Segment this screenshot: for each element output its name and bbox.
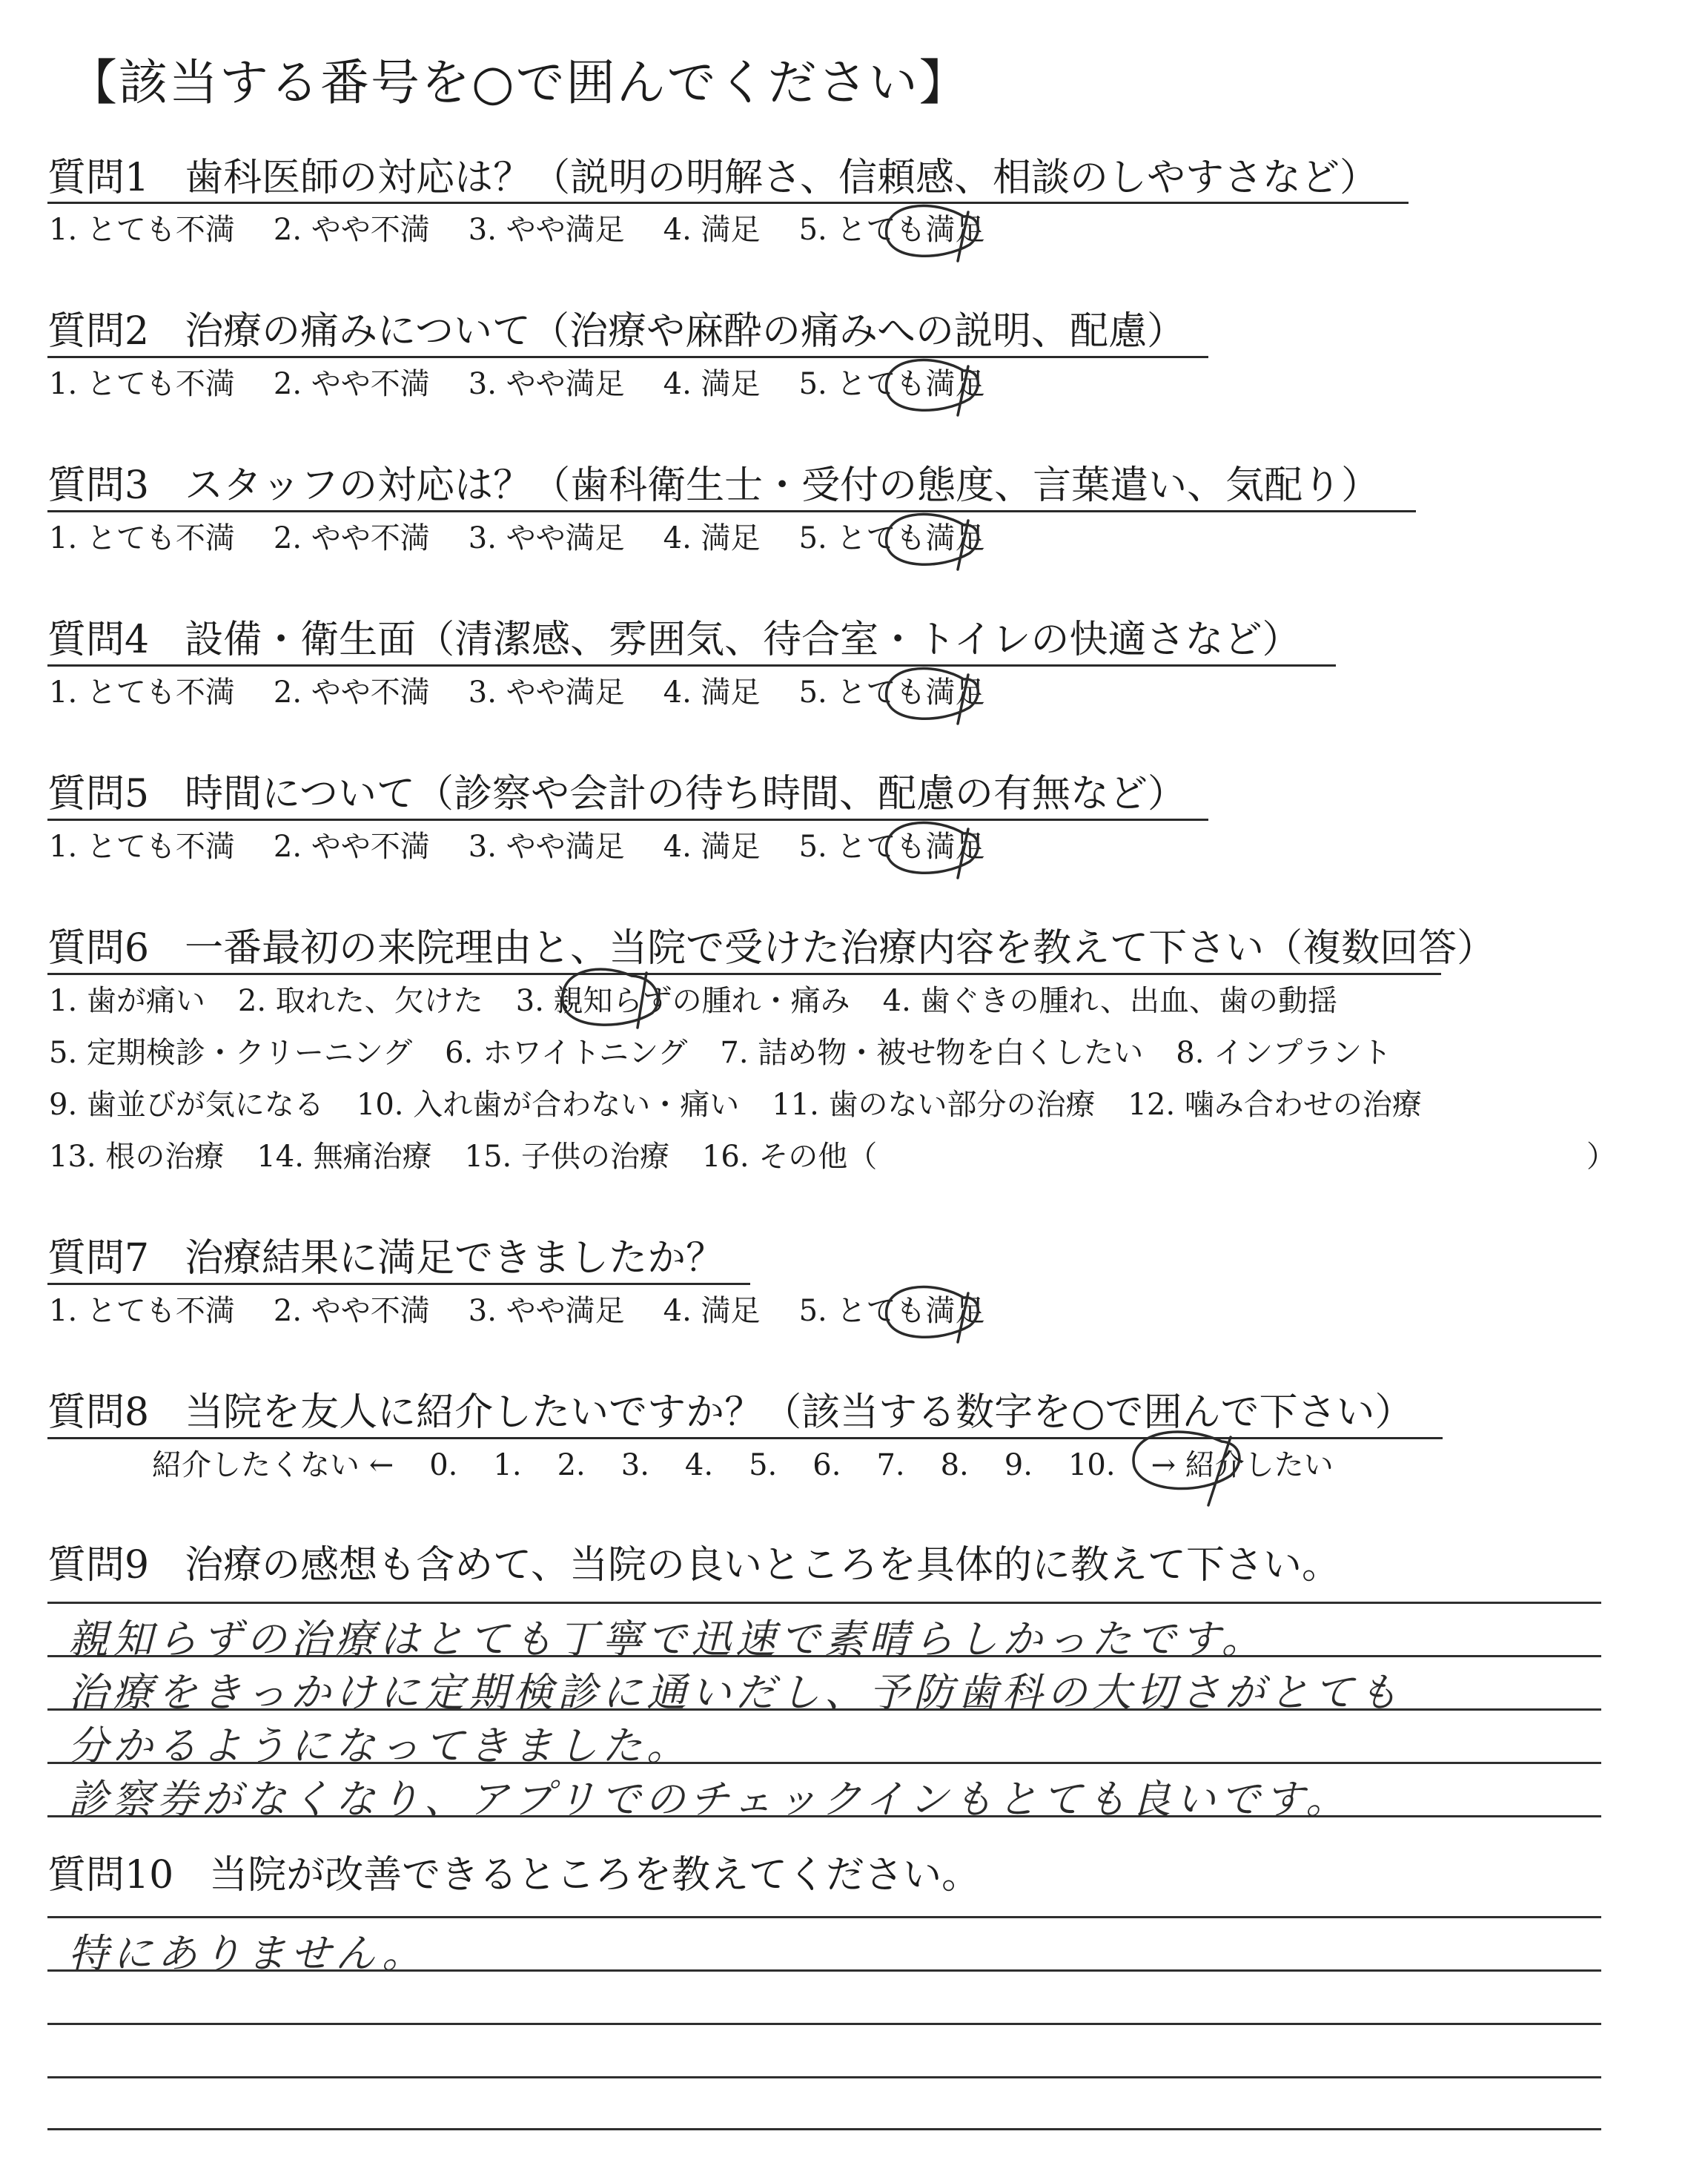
option[interactable]: 3. やや満足 bbox=[468, 521, 625, 555]
option[interactable]: 6. ホワイトニング bbox=[445, 1036, 688, 1070]
question-number: 質問1 bbox=[47, 156, 150, 200]
scale-value[interactable]: 5. bbox=[749, 1448, 778, 1482]
scale-value[interactable]: 1. bbox=[493, 1448, 522, 1482]
scale-value[interactable]: 4. bbox=[684, 1448, 714, 1482]
question-number: 質問9 bbox=[47, 1543, 150, 1588]
handwritten-answer-line: 治療をきっかけに定期検診に通いだし、予防歯科の大切さがとても bbox=[68, 1669, 1403, 1716]
option[interactable]: 5. とても満足 bbox=[798, 367, 985, 401]
option[interactable]: 5. とても満足 bbox=[798, 676, 985, 710]
scale-right-label: → 紹介したい bbox=[1151, 1448, 1334, 1482]
handwritten-answer-line: 診察券がなくなり、アプリでのチェックインもとても良いです。 bbox=[68, 1776, 1351, 1823]
option[interactable]: 3. やや満足 bbox=[468, 213, 625, 247]
option[interactable]: 2. やや不満 bbox=[273, 1294, 430, 1328]
option[interactable]: 8. インプラント bbox=[1176, 1036, 1392, 1070]
option[interactable]: 3. 親知らずの腫れ・痛み bbox=[515, 984, 850, 1018]
option[interactable]: 15. 子供の治療 bbox=[464, 1140, 669, 1174]
option[interactable]: 4. 満足 bbox=[663, 521, 761, 555]
option[interactable]: 7. 詰め物・被せ物を白くしたい bbox=[720, 1036, 1144, 1070]
option[interactable]: 10. 入れ歯が合わない・痛い bbox=[356, 1088, 740, 1122]
option[interactable]: 5. とても満足 bbox=[798, 521, 985, 555]
option[interactable]: 4. 満足 bbox=[663, 213, 761, 247]
scale-value[interactable]: 8. bbox=[940, 1448, 969, 1482]
scale-value[interactable]: 10. bbox=[1068, 1448, 1116, 1482]
selection-circle-q7 bbox=[887, 1287, 979, 1342]
scale-value[interactable]: 2. bbox=[557, 1448, 586, 1482]
option[interactable]: 5. とても満足 bbox=[798, 830, 985, 864]
option[interactable]: 11. 歯のない部分の治療 bbox=[772, 1088, 1096, 1122]
selection-circle-q8 bbox=[1133, 1432, 1239, 1505]
option[interactable]: 13. 根の治療 bbox=[49, 1140, 225, 1174]
option[interactable]: 1. とても不満 bbox=[49, 830, 235, 864]
option[interactable]: 4. 満足 bbox=[663, 367, 761, 401]
other-close-paren: ） bbox=[1586, 1140, 1616, 1174]
option[interactable]: 3. やや満足 bbox=[468, 367, 625, 401]
option[interactable]: 1. とても不満 bbox=[49, 676, 235, 710]
option[interactable]: 9. 歯並びが気になる bbox=[49, 1088, 324, 1122]
question-number: 質問6 bbox=[47, 926, 150, 971]
question-number: 質問4 bbox=[47, 618, 150, 662]
selection-circle-q1 bbox=[887, 206, 979, 261]
selection-circle-q4 bbox=[887, 669, 979, 724]
option[interactable]: 2. やや不満 bbox=[273, 676, 430, 710]
handwritten-answer-line: 特にありません。 bbox=[68, 1930, 427, 1977]
option[interactable]: 3. やや満足 bbox=[468, 676, 625, 710]
option[interactable]: 1. とても不満 bbox=[49, 213, 235, 247]
selection-circle-q6 bbox=[563, 969, 658, 1028]
question-number: 質問2 bbox=[47, 309, 150, 354]
question-number: 質問3 bbox=[47, 463, 150, 508]
option[interactable]: 5. とても満足 bbox=[798, 213, 985, 247]
option[interactable]: 4. 満足 bbox=[663, 676, 761, 710]
option[interactable]: 2. やや不満 bbox=[273, 213, 430, 247]
question-text: 一番最初の来院理由と、当院で受けた治療内容を教えて下さい（複数回答） bbox=[185, 926, 1496, 971]
handwritten-answer-line: 親知らずの治療はとても丁寧で迅速で素晴らしかったです。 bbox=[68, 1616, 1266, 1662]
option[interactable]: 1. とても不満 bbox=[49, 521, 235, 555]
question-text: 治療の痛みについて（治療や麻酔の痛みへの説明、配慮） bbox=[185, 309, 1186, 354]
question-text: 設備・衛生面（清潔感、雰囲気、待合室・トイレの快適さなど） bbox=[185, 618, 1301, 662]
option[interactable]: 4. 歯ぐきの腫れ、出血、歯の動揺 bbox=[882, 984, 1337, 1018]
option[interactable]: 4. 満足 bbox=[663, 1294, 761, 1328]
option[interactable]: 2. やや不満 bbox=[273, 830, 430, 864]
scale-value[interactable]: 6. bbox=[812, 1448, 841, 1482]
selection-circle-q5 bbox=[887, 823, 979, 878]
question-text: 治療の感想も含めて、当院の良いところを具体的に教えて下さい。 bbox=[185, 1543, 1341, 1588]
scale-value[interactable]: 3. bbox=[620, 1448, 649, 1482]
option[interactable]: 12. 噛み合わせの治療 bbox=[1128, 1088, 1422, 1122]
question-text: 歯科医師の対応は？（説明の明解さ、信頼感、相談のしやすさなど） bbox=[185, 156, 1379, 200]
question-text: 時間について（診察や会計の待ち時間、配慮の有無など） bbox=[185, 772, 1187, 816]
option[interactable]: 3. やや満足 bbox=[468, 830, 625, 864]
question-number: 質問10 bbox=[47, 1853, 174, 1898]
option[interactable]: 5. 定期検診・クリーニング bbox=[49, 1036, 413, 1070]
option[interactable]: 2. 取れた、欠けた bbox=[237, 984, 483, 1018]
option[interactable]: 1. とても不満 bbox=[49, 1294, 235, 1328]
scale-value[interactable]: 7. bbox=[876, 1448, 905, 1482]
selection-circle-q2 bbox=[887, 360, 979, 415]
scale-value[interactable]: 0. bbox=[429, 1448, 458, 1482]
option[interactable]: 2. やや不満 bbox=[273, 367, 430, 401]
handwritten-answer-line: 分かるようになってきました。 bbox=[68, 1723, 691, 1769]
instruction-header: 【該当する番号を○で囲んでください】 bbox=[68, 54, 970, 111]
scale-value[interactable]: 9. bbox=[1004, 1448, 1033, 1482]
question-text: 当院が改善できるところを教えてください。 bbox=[209, 1853, 981, 1898]
selection-circle-q3 bbox=[887, 515, 979, 569]
question-number: 質問8 bbox=[47, 1390, 150, 1435]
option[interactable]: 3. やや満足 bbox=[468, 1294, 625, 1328]
option[interactable]: 14. 無痛治療 bbox=[256, 1140, 432, 1174]
option[interactable]: 1. とても不満 bbox=[49, 367, 235, 401]
question-number: 質問7 bbox=[47, 1236, 150, 1281]
question-text: スタッフの対応は？（歯科衛生士・受付の態度、言葉遣い、気配り） bbox=[185, 463, 1380, 508]
scale-left-label: 紹介したくない ← bbox=[152, 1448, 394, 1482]
option[interactable]: 16. その他（ bbox=[701, 1140, 878, 1174]
option[interactable]: 2. やや不満 bbox=[273, 521, 430, 555]
question-number: 質問5 bbox=[47, 772, 150, 816]
question-text: 当院を友人に紹介したいですか？（該当する数字を○で囲んで下さい） bbox=[185, 1390, 1414, 1435]
option[interactable]: 1. 歯が痛い bbox=[49, 984, 205, 1018]
option[interactable]: 5. とても満足 bbox=[798, 1294, 985, 1328]
question-text: 治療結果に満足できましたか？ bbox=[185, 1236, 725, 1281]
option[interactable]: 4. 満足 bbox=[663, 830, 761, 864]
